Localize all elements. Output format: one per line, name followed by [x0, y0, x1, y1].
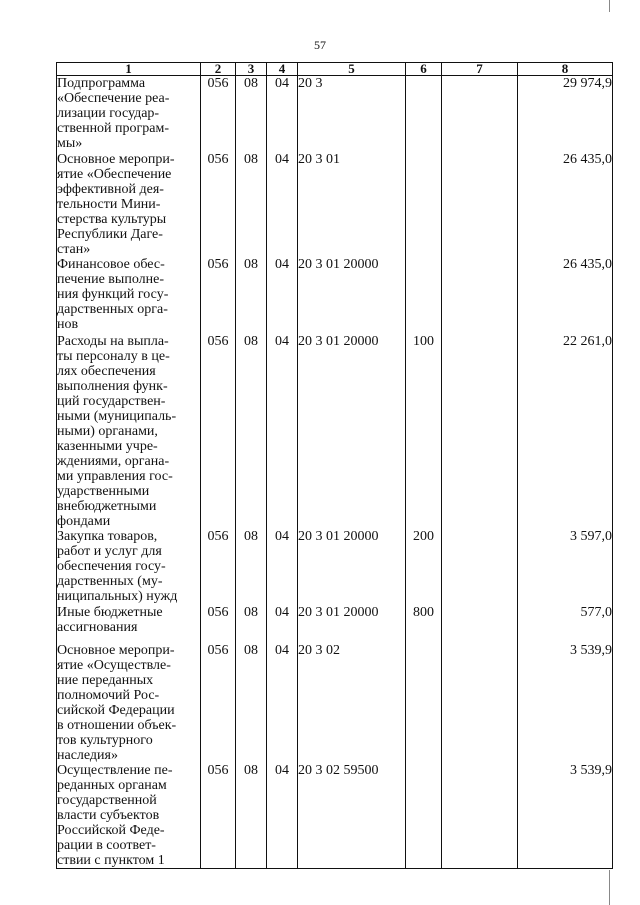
col-header: 3 — [236, 63, 267, 76]
subsection-code: 04 — [267, 257, 298, 334]
section-code: 08 — [236, 763, 267, 869]
ministry-code: 056 — [201, 334, 236, 529]
section-code: 08 — [236, 605, 267, 643]
column-7 — [442, 334, 518, 529]
amount: 3 539,9 — [518, 643, 613, 763]
col-header: 6 — [406, 63, 442, 76]
row-name: Расходы на выпла- ты персоналу в це- лях обеспечения выполнения функ- ций государствен- ными (муниципаль- ными) органами, казенными учре- ждениями, органа- ми управления гос- ударственными внебюджетными фондами — [57, 334, 201, 529]
column-7 — [442, 763, 518, 869]
ministry-code: 056 — [201, 643, 236, 763]
table-row — [57, 763, 613, 869]
col-header: 4 — [267, 63, 298, 76]
amount: 26 435,0 — [518, 257, 613, 334]
section-code: 08 — [236, 76, 267, 153]
amount: 3 539,9 — [518, 763, 613, 869]
ministry-code: 056 — [201, 529, 236, 605]
ministry-code: 056 — [201, 152, 236, 257]
amount: 3 597,0 — [518, 529, 613, 605]
expense-type-code: 100 — [406, 334, 442, 529]
row-name: Иные бюджетные ассигнования — [57, 605, 201, 643]
row-name: Подпрограмма «Обеспечение реа- лизации государ- ственной програм- мы» — [57, 76, 201, 153]
scan-edge-mark — [609, 870, 610, 905]
section-code: 08 — [236, 334, 267, 529]
subsection-code: 04 — [267, 152, 298, 257]
table-row — [57, 605, 613, 643]
budget-table — [56, 62, 613, 869]
amount: 577,0 — [518, 605, 613, 643]
column-7 — [442, 257, 518, 334]
row-name: Основное меропри- ятие «Осуществле- ние переданных полномочий Рос- сийской Федерации в отношении объек- тов культурного наследия» — [57, 643, 201, 763]
scan-edge-mark — [609, 0, 610, 12]
row-name: Осуществление пе- реданных органам государственной власти субъектов Российской Феде- рации в соответ- ствии с пунктом 1 — [57, 763, 201, 869]
column-7 — [442, 529, 518, 605]
col-header: 5 — [298, 63, 406, 76]
col-header: 1 — [57, 63, 201, 76]
target-article-code: 20 3 01 20000 — [298, 334, 406, 529]
expense-type-code — [406, 643, 442, 763]
row-name: Основное меропри- ятие «Обеспечение эффективной дея- тельности Мини- стерства культуры Республики Даге- стан» — [57, 152, 201, 257]
column-7 — [442, 152, 518, 257]
table-row — [57, 643, 613, 763]
section-code: 08 — [236, 257, 267, 334]
subsection-code: 04 — [267, 643, 298, 763]
subsection-code: 04 — [267, 76, 298, 153]
target-article-code: 20 3 01 20000 — [298, 257, 406, 334]
target-article-code: 20 3 — [298, 76, 406, 153]
page-number: 57 — [314, 38, 326, 52]
column-7 — [442, 605, 518, 643]
subsection-code: 04 — [267, 529, 298, 605]
target-article-code: 20 3 01 — [298, 152, 406, 257]
subsection-code: 04 — [267, 334, 298, 529]
amount: 22 261,0 — [518, 334, 613, 529]
target-article-code: 20 3 02 — [298, 643, 406, 763]
expense-type-code — [406, 152, 442, 257]
expense-type-code — [406, 763, 442, 869]
expense-type-code — [406, 76, 442, 153]
table-row — [57, 152, 613, 257]
ministry-code: 056 — [201, 257, 236, 334]
subsection-code: 04 — [267, 605, 298, 643]
table-row — [57, 76, 613, 153]
column-7 — [442, 643, 518, 763]
col-header: 2 — [201, 63, 236, 76]
target-article-code: 20 3 01 20000 — [298, 529, 406, 605]
target-article-code: 20 3 02 59500 — [298, 763, 406, 869]
section-code: 08 — [236, 643, 267, 763]
ministry-code: 056 — [201, 605, 236, 643]
section-code: 08 — [236, 152, 267, 257]
ministry-code: 056 — [201, 76, 236, 153]
column-7 — [442, 76, 518, 153]
amount: 26 435,0 — [518, 152, 613, 257]
table-row — [57, 257, 613, 334]
subsection-code: 04 — [267, 763, 298, 869]
col-header: 7 — [442, 63, 518, 76]
target-article-code: 20 3 01 20000 — [298, 605, 406, 643]
section-code: 08 — [236, 529, 267, 605]
expense-type-code: 200 — [406, 529, 442, 605]
row-name: Закупка товаров, работ и услуг для обеспечения госу- дарственных (му- ниципальных) нужд — [57, 529, 201, 605]
amount: 29 974,9 — [518, 76, 613, 153]
header-row — [57, 63, 613, 76]
ministry-code: 056 — [201, 763, 236, 869]
expense-type-code: 800 — [406, 605, 442, 643]
expense-type-code — [406, 257, 442, 334]
table-row — [57, 529, 613, 605]
row-name: Финансовое обес- печение выполне- ния функций госу- дарственных орга- нов — [57, 257, 201, 334]
col-header: 8 — [518, 63, 613, 76]
table-row — [57, 334, 613, 529]
